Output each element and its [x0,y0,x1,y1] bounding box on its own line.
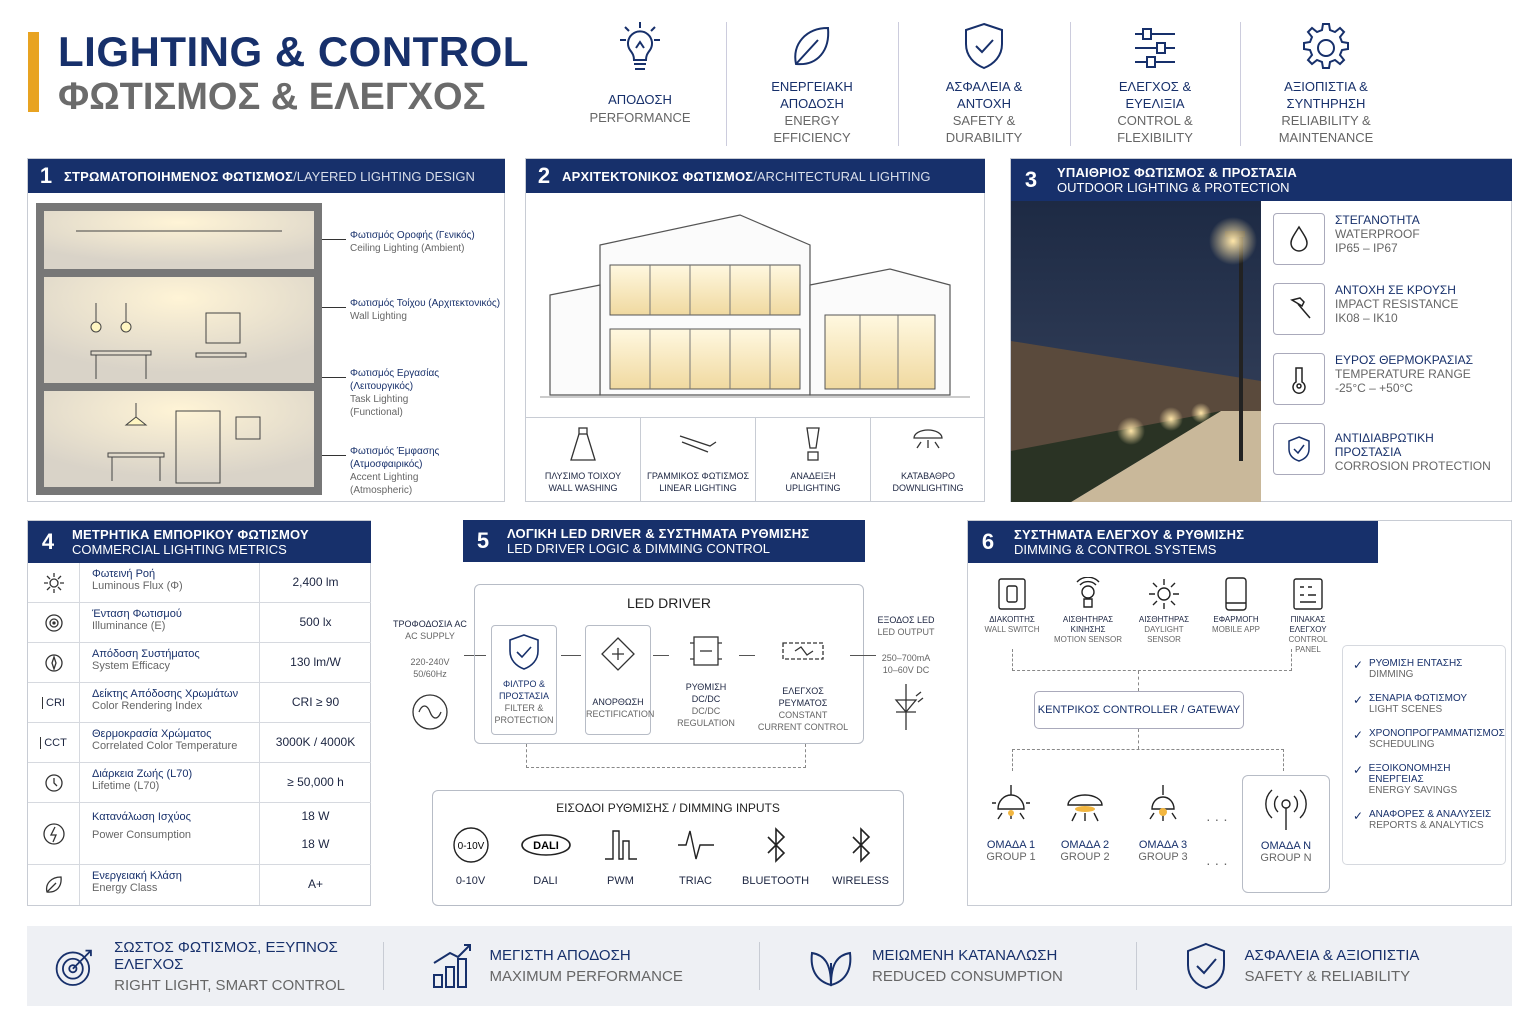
device-label-en: MOTION SENSOR [1053,635,1122,644]
table-row [28,603,371,643]
list-item [1353,763,1505,796]
pillar-label-gr: ΕΝΕΡΓΕΙΑΚΗ ΑΠΟΔΟΣΗ [771,79,853,111]
layer-label-accent [350,445,504,497]
feature-label-gr: ΧΡΟΝΟΠΡΟΓΡΑΜΜΑΤΙΣΜΟΣ [1369,728,1505,739]
pillar-energy-efficiency [742,18,882,148]
wireless-icon [841,825,881,865]
dimming-inputs-box [432,790,904,906]
hammer-icon [1273,283,1325,335]
panel-title-en: LAYERED LIGHTING DESIGN [296,168,475,184]
device-label-gr: ΑΙΣΘΗΤΗΡΑΣ ΚΙΝΗΣΗΣ [1062,615,1114,634]
pillar-label-gr: ΕΛΕΓΧΟΣ & ΕΥΕΛΙΞΙΑ [1118,79,1192,111]
panel-title-en: ARCHITECTURAL LIGHTING [756,168,931,184]
device-wall-switch [980,577,1044,655]
title-accent-bar [28,32,39,112]
metric-name-gr: Κατανάλωση Ισχύος [92,811,191,823]
device-label-en: CONTROL PANEL [1288,635,1328,654]
ellipsis: · · · [1206,855,1228,871]
type-label-en: UPLIGHTING [785,483,841,493]
group-label-en: GROUP 2 [1060,851,1110,863]
input-label: BLUETOOTH [741,875,810,887]
cri-icon [28,683,80,722]
metric-name-en: Color Rendering Index [92,700,203,712]
dali-icon [520,825,572,865]
leaf-icon [806,941,856,991]
pendant-lamp-icon [1140,783,1186,839]
feature-label-gr: ΑΝΑΦΟΡΕΣ & ΑΝΑΛΥΣΕΙΣ [1369,809,1492,820]
feature-title-gr: ΣΤΕΓΑΝΟΤΗΤΑ [1335,213,1420,227]
footer-label-en: RIGHT LIGHT, SMART CONTROL [114,976,346,994]
current-control-icon [773,631,833,671]
group-2[interactable] [1050,783,1120,863]
pillar-reliability [1256,18,1396,148]
group-n[interactable] [1242,775,1330,893]
feature-label-en: SCHEDULING [1369,739,1435,750]
metric-name-en: Luminous Flux (Φ) [92,580,183,592]
daylight-sensor-icon [1147,577,1181,611]
group-label-gr: ΟΜΑΔΑ 3 [1138,839,1188,851]
device-label-gr: ΕΦΑΡΜΟΓΗ [1213,615,1259,624]
stage-label-en: CONSTANT CURRENT CONTROL [757,710,849,732]
stage-label-gr: ΡΥΘΜΙΣΗ DC/DC [685,682,727,704]
input-bluetooth [741,825,811,887]
feature-label-gr: ΕΞΟΙΚΟΝΟΜΗΣΗ ΕΝΕΡΓΕΙΑΣ [1368,763,1451,785]
outdoor-features-list [1273,213,1503,493]
list-item [1353,658,1505,680]
arrow-right [739,655,755,656]
input-label: 0-10V [455,875,486,887]
dashed-connector [1012,649,1292,671]
stage-filter [491,625,557,735]
supply-frequency: 50/60Hz [413,669,447,679]
feature-label-gr: ΡΥΘΜΙΣΗ ΕΝΤΑΣΗΣ [1369,658,1463,669]
pillar-label-gr: ΑΠΟΔΟΣΗ [608,92,672,107]
cri-tag: CRI [42,697,65,709]
feature-corrosion [1273,423,1503,493]
input-wireless [826,825,896,887]
list-item [1353,728,1505,750]
metric-name-en: Correlated Color Temperature [92,740,238,752]
device-motion-sensor [1052,577,1124,655]
uplight-icon [793,424,833,464]
pillar-label-gr: ΑΣΦΑΛΕΙΑ & ΑΝΤΟΧΗ [945,79,1023,111]
input-0-10v [441,825,501,887]
metric-name-gr: Ένταση Φωτισμού [92,608,182,620]
device-mobile-app [1204,577,1268,655]
output-label-en: LED OUTPUT [877,627,935,637]
table-row [28,803,371,865]
ellipsis: · · · [1206,811,1228,827]
type-label-en: DOWNLIGHTING [892,483,964,493]
leader-line [322,307,346,308]
footer-bar [27,926,1512,1006]
panel-title-en: OUTDOOR LIGHTING & PROTECTION [1057,180,1290,195]
list-item [1353,809,1505,831]
type-label-en: WALL WASHING [548,483,618,493]
feature-title-en: IMPACT RESISTANCE [1335,297,1459,311]
layer-label-gr: Φωτισμός Τοίχου (Αρχιτεκτονικός) [350,298,501,309]
panel-number: 3 [1024,167,1038,192]
phone-icon [1223,577,1249,611]
type-wall-washing [526,418,641,502]
linear-light-icon [678,424,718,464]
stage-dcdc [671,625,741,735]
power-icon [28,803,80,864]
pendant-lamp-icon [988,783,1034,839]
group-label-gr: ΟΜΑΔΑ 2 [1060,839,1110,851]
metric-name-en: Lifetime (L70) [92,780,160,792]
type-label-gr: ΠΛΥΣΙΜΟ ΤΟΙΧΟΥ [544,471,622,481]
table-row [28,683,371,723]
dashed-connector [1012,749,1284,771]
panel-title-sep: / [293,168,297,184]
panel-outdoor-lighting [1010,158,1512,502]
triac-wave-icon [676,825,716,865]
panel-number: 2 [537,163,551,188]
stage-label-en: DC/DC REGULATION [677,706,735,728]
cct-tag: CCT [40,737,67,749]
pillar-divider [1070,22,1071,146]
check-icon: ✓ [1353,763,1364,777]
type-linear-lighting [641,418,756,502]
feature-value: -25°C – +50°C [1335,381,1413,395]
feature-value: IP65 – IP67 [1335,241,1398,255]
feature-title-gr: ΕΥΡΟΣ ΘΕΡΜΟΚΡΑΣΙΑΣ [1335,353,1474,367]
wireless-node-icon [1263,784,1309,834]
group-label-gr: ΟΜΑΔΑ N [1260,840,1312,852]
bluetooth-icon [756,825,796,865]
pillar-label-en: ENERGY EFFICIENCY [773,113,851,145]
panel-number: 4 [41,529,55,554]
lightbulb-icon [610,18,670,78]
table-row [28,643,371,683]
panel-control-systems [967,520,1512,906]
feature-impact [1273,283,1503,353]
bridge-rectifier-icon [598,634,638,674]
pillar-label-en: PERFORMANCE [589,110,691,125]
footer-item [1137,942,1513,990]
sun-icon [28,563,80,602]
pillar-label-en: SAFETY & DURABILITY [945,113,1023,145]
led-output-block [872,614,940,732]
feature-value: IK08 – IK10 [1335,311,1398,325]
led-symbol-icon [888,682,924,732]
footer-item [384,942,761,990]
output-voltage: 10–60V DC [882,665,930,675]
shield-check-icon [506,632,542,672]
metric-name-gr: Δείκτης Απόδοσης Χρωμάτων [92,688,239,700]
table-row [28,563,371,603]
feature-label-en: LIGHT SCENES [1369,704,1443,715]
type-label-gr: ΑΝΑΔΕΙΞΗ [790,471,836,481]
table-row [28,865,371,905]
shield-check-icon [954,18,1014,78]
feature-title-en: TEMPERATURE RANGE [1335,367,1471,381]
feature-title-en: WATERPROOF [1335,227,1420,241]
panel-header [968,521,1378,563]
group-label-en: GROUP N [1260,852,1312,864]
metrics-table [28,563,371,905]
layer-label-ceiling [350,229,475,255]
downlight-icon [908,424,948,464]
input-label: PWM [607,875,634,887]
layer-label-en: Task Lighting (Functional) [350,394,409,418]
metric-value: 130 lm/W [290,655,341,669]
motion-sensor-icon [1071,577,1105,611]
type-uplighting [756,418,871,502]
type-label-gr: ΓΡΑΜΜΙΚΟΣ ΦΩΤΙΣΜΟΣ [646,471,750,481]
layer-label-gr: Φωτισμός Έμφασης (Ατμοσφαιρικός) [350,446,440,470]
output-label-gr: ΕΞΟΔΟΣ LED [877,615,935,625]
panel-architectural-lighting [525,158,985,502]
pillar-label-en: RELIABILITY & MAINTENANCE [1278,113,1374,145]
metric-value: ≥ 50,000 h [287,775,344,789]
metric-name-en: Power Consumption [92,829,192,841]
panel-number: 1 [39,163,53,188]
pwm-wave-icon [601,825,641,865]
check-icon: ✓ [1353,728,1364,742]
group-label-gr: ΟΜΑΔΑ 1 [986,839,1036,851]
layer-label-wall [350,297,500,323]
driver-title: LED DRIVER [626,595,712,611]
supply-label-gr: ΤΡΟΦΟΔΟΣΙΑ AC [393,619,467,629]
metric-name-en: System Efficacy [92,660,171,672]
leader-line [322,239,346,240]
dashed-connector [1138,729,1139,749]
device-label-gr: ΠΙΝΑΚΑΣ ΕΛΕΓΧΟΥ [1289,615,1327,634]
pillar-divider [898,22,899,146]
metric-name-en: Energy Class [92,882,158,894]
metric-value: A+ [307,877,323,891]
clock-icon [28,763,80,802]
panel-number: 6 [981,529,995,554]
footer-item [27,938,384,994]
layer-label-en: Wall Lighting [350,311,407,322]
footer-label-en: MAXIMUM PERFORMANCE [489,968,683,985]
layer-label-en: Ceiling Lighting (Ambient) [350,243,465,254]
panel-commercial-metrics [27,520,371,906]
page-title: LIGHTING & CONTROL [58,28,529,75]
check-icon: ✓ [1353,658,1364,672]
dimming-inputs-title: ΕΙΣΟΔΟΙ ΡΥΘΜΙΣΗΣ / DIMMING INPUTS [556,801,780,815]
footer-item [760,942,1137,990]
metric-value-2: 18 W [301,837,330,851]
metric-name-en: Illuminance (E) [92,620,166,632]
cct-icon [28,723,80,762]
group-label-en: GROUP 3 [1138,851,1188,863]
footer-label-en: REDUCED CONSUMPTION [872,968,1063,985]
input-pwm [591,825,651,887]
sliders-icon [1125,18,1185,78]
sine-wave-icon [410,692,450,732]
metric-value: 2,400 lm [292,575,339,589]
panel-title-gr: ΣΥΣΤΗΜΑΤΑ ΕΛΕΓΧΟΥ & ΡΥΘΜΙΣΗΣ [1014,527,1245,542]
bar-chart-icon [430,941,474,991]
panel-title-gr: ΑΡΧΙΤΕΚΤΟΝΙΚΟΣ ΦΩΤΙΣΜΟΣ [562,168,754,184]
panel-title-gr: ΛΟΓΙΚΗ LED DRIVER & ΣΥΣΤΗΜΑΤΑ ΡΥΘΜΙΣΗΣ [507,526,810,541]
arrow-right [653,655,669,656]
stage-label-en: RECTIFICATION [586,709,655,719]
pillar-divider [1240,22,1241,146]
night-street-photo [1011,201,1261,502]
stage-label-gr: ΦΙΛΤΡΟ & ΠΡΟΣΤΑΣΙΑ [499,679,549,701]
layer-label-gr: Φωτισμός Οροφής (Γενικός) [350,230,475,241]
wall-switch-icon [996,577,1028,611]
panel-number: 5 [476,528,490,553]
stage-label-gr: ΕΛΕΓΧΟΣ ΡΕΥΜΑΤΟΣ [778,686,828,708]
metric-value: 500 lx [299,615,332,629]
table-row [28,723,371,763]
type-downlighting [871,418,985,502]
panel-title-gr: ΥΠΑΙΘΡΙΟΣ ΦΩΤΙΣΜΟΣ & ΠΡΟΣΤΑΣΙΑ [1057,165,1297,180]
shield-icon [1273,423,1325,475]
control-devices-row [980,577,1340,655]
panel-title-en: COMMERCIAL LIGHTING METRICS [72,542,287,557]
table-row [28,763,371,803]
panel-header [526,159,985,193]
input-dali [516,825,576,887]
dashed-connector [1138,671,1139,691]
input-triac [666,825,726,887]
compass-icon [28,643,80,682]
input-label: WIRELESS [832,875,889,887]
panel-header [28,521,371,563]
input-label: DALI [533,875,558,887]
stage-label-en: FILTER & PROTECTION [494,703,554,725]
stage-constant-current [757,625,849,735]
pillar-safety [914,18,1054,148]
metric-value: 3000K / 4000K [275,735,356,749]
device-label-en: MOBILE APP [1211,625,1261,634]
building-section-illustration [36,203,322,495]
input-label: TRIAC [679,875,712,887]
stage-rectification [585,625,655,735]
controller-label: ΚΕΝΤΡΙΚΟΣ CONTROLLER / GATEWAY [1037,704,1241,716]
control-panel-icon [1292,577,1324,611]
arrow-right [561,655,581,656]
panel-title-en: LED DRIVER LOGIC & DIMMING CONTROL [507,541,770,556]
group-1[interactable] [976,783,1046,863]
leader-line [322,377,346,378]
feature-label-gr: ΣΕΝΑΡΙΑ ΦΩΤΙΣΜΟΥ [1369,693,1468,704]
supply-voltage: 220-240V [410,657,450,667]
check-icon: ✓ [1353,693,1364,707]
device-label-en: DAYLIGHT SENSOR [1144,625,1184,644]
panel-title-gr: ΜΕΤΡΗΤΙΚΑ ΕΜΠΟΡΙΚΟΥ ΦΩΤΙΣΜΟΥ [72,527,309,542]
feature-label-en: DIMMING [1369,669,1414,680]
panel-title-gr: ΣΤΡΩΜΑΤΟΠΟΙΗΜΕΝΟΣ ΦΩΤΙΣΜΟΣ [64,168,294,184]
device-label-gr: ΑΙΣΘΗΤΗΡΑΣ [1138,615,1190,624]
footer-label-gr: ΣΩΣΤΟΣ ΦΩΤΙΣΜΟΣ, ΕΞΥΠΝΟΣ ΕΛΕΓΧΟΣ [114,938,338,973]
footer-label-gr: ΜΕΓΙΣΤΗ ΑΠΟΔΟΣΗ [489,947,631,964]
feature-label-en: REPORTS & ANALYTICS [1369,820,1484,831]
dashed-connector [526,744,806,768]
shield-check-icon [1183,941,1229,991]
feature-temperature [1273,353,1503,423]
panel-layered-lighting [27,158,505,502]
pillar-control [1085,18,1225,148]
device-label-en: WALL SWITCH [984,625,1040,634]
analog-input-icon [451,825,491,865]
panel-title-en: DIMMING & CONTROL SYSTEMS [1014,542,1217,557]
feature-label-en: ENERGY SAVINGS [1368,785,1458,796]
footer-label-gr: ΜΕΙΩΜΕΝΗ ΚΑΤΑΝΑΛΩΣΗ [872,947,1058,964]
check-icon: ✓ [1353,809,1364,823]
metric-name-gr: Φωτεινή Ροή [92,568,156,580]
type-label-en: LINEAR LIGHTING [659,483,737,493]
page-subtitle: ΦΩΤΙΣΜΟΣ & ΕΛΕΓΧΟΣ [58,76,486,118]
layer-label-gr: Φωτισμός Εργασίας (Λειτουργικός) [350,368,440,392]
ac-supply-block [392,618,468,732]
controller-box[interactable] [1034,691,1244,729]
dcdc-icon [686,631,726,671]
type-label-gr: ΚΑΤΑΒΑΘΡΟ [901,471,955,481]
pillar-label-gr: ΑΞΙΟΠΙΣΤΙΑ & ΣΥΝΤΗΡΗΣΗ [1284,79,1368,111]
leaf-icon [782,18,842,78]
features-list [1342,645,1506,865]
wall-washer-icon [563,424,603,464]
water-drop-icon [1273,213,1325,265]
panel-title-sep: / [753,168,757,184]
feature-waterproof [1273,213,1503,283]
layer-label-task [350,367,504,419]
feature-title-gr: ΑΝΤΙΔΙΑΒΡΩΤΙΚΗ ΠΡΟΣΤΑΣΙΑ [1334,431,1434,459]
target-icon [28,603,80,642]
device-label-gr: ΔΙΑΚΟΠΤΗΣ [989,615,1035,624]
layer-label-en: Accent Lighting (Atmospheric) [350,472,419,496]
panel-header-driver [463,520,865,562]
list-item [1353,693,1505,715]
group-3[interactable] [1128,783,1198,863]
feature-title-gr: ΑΝΤΟΧΗ ΣΕ ΚΡΟΥΣΗ [1335,283,1456,297]
metric-name-gr: Απόδοση Συστήματος [92,648,200,660]
footer-label-gr: ΑΣΦΑΛΕΙΑ & ΑΞΙΟΠΙΣΤΙΑ [1244,947,1420,964]
metric-value: 18 W [301,809,330,823]
metric-name-gr: Διάρκεια Ζωής (L70) [92,768,193,780]
thermometer-icon [1273,353,1325,405]
metric-name-gr: Ενεργειακή Κλάση [92,870,182,882]
svg-text:DALI: DALI [532,840,559,852]
stage-label-gr: ΑΝΟΡΘΩΣΗ [592,697,644,707]
lighting-types-row [526,417,985,502]
panel-header [1011,159,1512,201]
panel-header [28,159,505,193]
building-illustration [540,205,970,415]
led-driver-box [474,584,864,744]
gear-icon [1296,18,1356,78]
target-icon [53,941,98,991]
feature-title-en: CORROSION PROTECTION [1334,459,1491,473]
footer-label-en: SAFETY & RELIABILITY [1244,968,1411,985]
device-daylight-sensor [1132,577,1196,655]
metric-name-gr: Θερμοκρασία Χρώματος [92,728,212,740]
svg-text:0-10V: 0-10V [457,841,484,852]
pillar-performance [570,18,710,148]
device-control-panel [1276,577,1340,655]
output-current: 250–700mA [881,653,931,663]
supply-label-en: AC SUPPLY [405,631,455,641]
leaf-icon [28,865,80,905]
group-label-en: GROUP 1 [986,851,1036,863]
ceiling-lamp-icon [1062,783,1108,839]
pillar-divider [726,22,727,146]
leader-line [322,455,346,456]
metric-value: CRI ≥ 90 [291,695,340,709]
pillar-label-en: CONTROL & FLEXIBILITY [1117,113,1193,145]
